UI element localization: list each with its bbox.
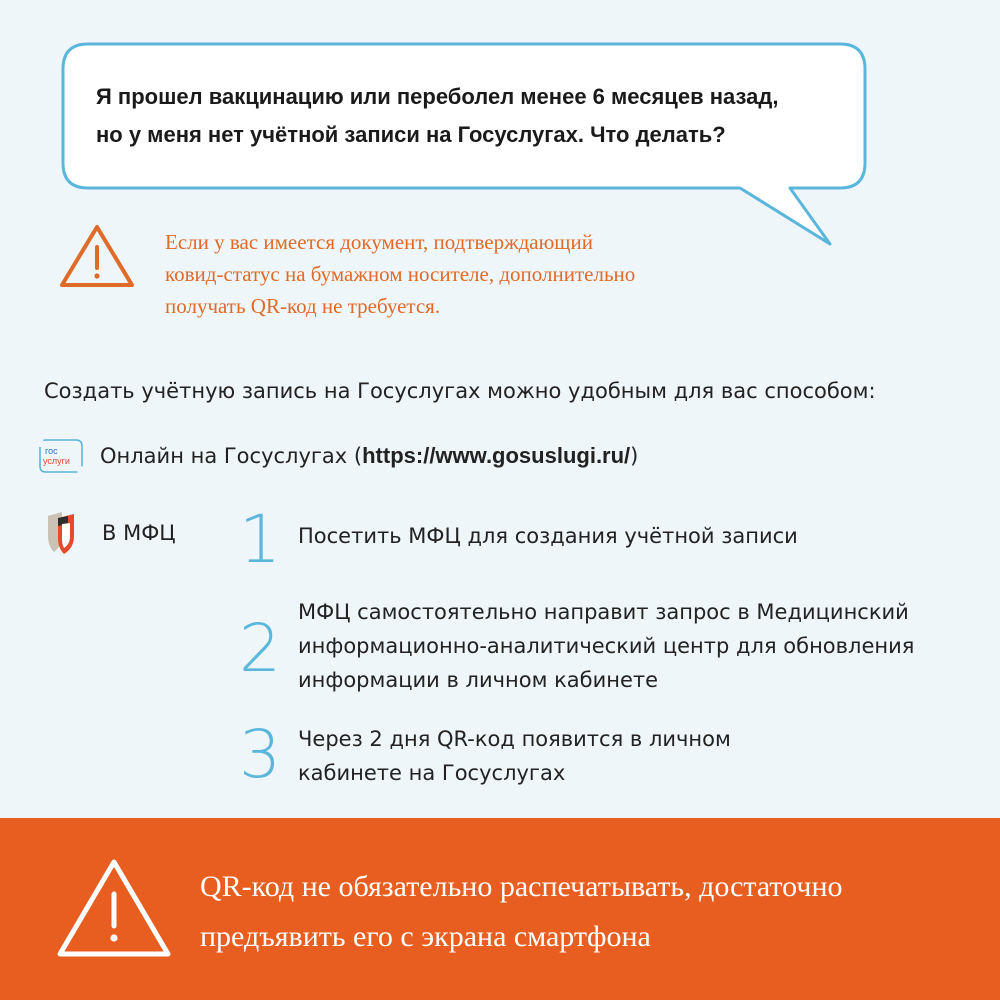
online-option: [38, 436, 968, 476]
step-text-line: Через 2 дня QR-код появится в личном: [298, 727, 731, 751]
step-text: [298, 519, 938, 553]
step-text: [298, 595, 938, 697]
warning-triangle-icon: [55, 856, 173, 964]
footer-line-1: QR-код не обязательно распечатывать, достаточно: [200, 870, 843, 903]
question-line-1: Я прошел вакцинацию или переболел менее 6 месяцев назад,: [96, 84, 779, 109]
intro-text: Создать учётную запись на Госуслугах можно удобным для вас способом:: [44, 379, 876, 403]
question-line-2: но у меня нет учётной записи на Госуслугах. Что делать?: [96, 122, 726, 147]
step-number: 2: [239, 610, 281, 687]
note-line-1: Если у вас имеется документ, подтверждающий: [165, 230, 593, 254]
gosuslugi-logo-top-text: гос: [45, 446, 58, 456]
note-line-2: ковид-статус на бумажном носителе, дополнительно: [165, 262, 636, 286]
warning-triangle-icon: [58, 222, 136, 294]
step-text-line: информации в личном кабинете: [298, 668, 659, 692]
gosuslugi-logo: [38, 436, 84, 476]
step-2: [230, 600, 950, 722]
gosuslugi-link[interactable]: https://www.gosuslugi.ru/: [362, 443, 631, 468]
note-line-3: получать QR-код не требуется.: [165, 294, 441, 318]
gosuslugi-logo-bottom-text: услуги: [43, 456, 70, 466]
step-number: 3: [239, 716, 281, 793]
step-1: [230, 501, 950, 585]
step-3: [230, 716, 950, 800]
footer-text: [200, 862, 980, 962]
online-label: [100, 439, 638, 473]
mfc-logo: [44, 510, 78, 558]
step-text-line: информационно-аналитический центр для обновления: [298, 634, 915, 658]
online-label-text: Онлайн на Госуслугах (: [100, 444, 363, 468]
step-text-line: Посетить МФЦ для создания учётной записи: [298, 524, 798, 548]
step-number: 1: [239, 501, 281, 578]
footer-banner: [0, 818, 1000, 1000]
step-text-line: МФЦ самостоятельно направит запрос в Медицинский: [298, 600, 909, 624]
step-text: [298, 722, 938, 790]
question-bubble: [0, 0, 1000, 260]
mfc-label: В МФЦ: [102, 521, 176, 545]
online-label-end: ): [630, 444, 639, 468]
step-text-line: кабинете на Госуслугах: [298, 761, 566, 785]
paper-document-note: [165, 226, 725, 322]
footer-line-2: предъявить его с экрана смартфона: [200, 920, 651, 953]
question-text: [96, 78, 836, 154]
